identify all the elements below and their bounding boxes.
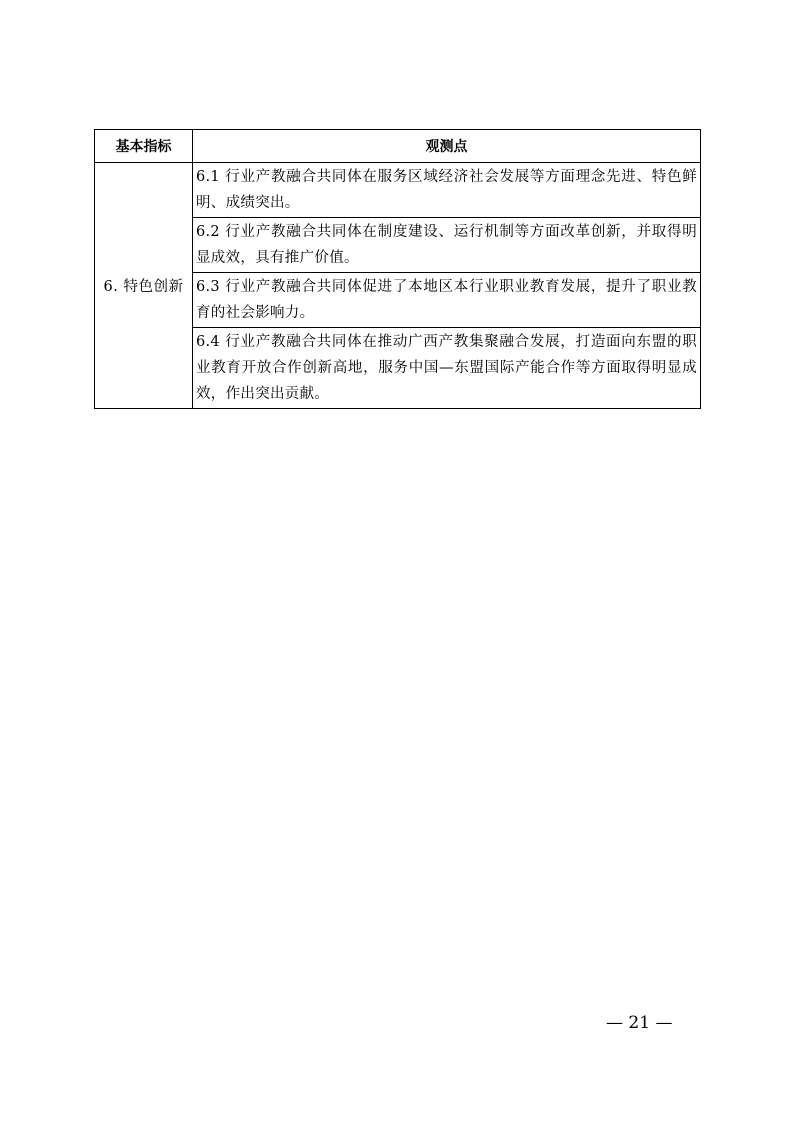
table-row [95, 163, 701, 218]
header-basic-indicator: 基本指标 [95, 130, 193, 163]
header-observation-points: 观测点 [193, 130, 701, 163]
page-number: — 21 — [606, 1013, 673, 1033]
observation-point-6-1: 6.1 行业产教融合共同体在服务区域经济社会发展等方面理念先进、特色鲜明、成绩突出。 [193, 163, 701, 218]
table-header-row [95, 130, 701, 163]
observation-point-6-4: 6.4 行业产教融合共同体在推动广西产教集聚融合发展，打造面向东盟的职业教育开放合作创新高地，服务中国—东盟国际产能合作等方面取得明显成效，作出突出贡献。 [193, 328, 701, 409]
indicator-table [94, 129, 701, 409]
indicator-feature-innovation: 6. 特色创新 [95, 163, 193, 409]
observation-point-6-3: 6.3 行业产教融合共同体促进了本地区本行业职业教育发展，提升了职业教育的社会影响力。 [193, 273, 701, 328]
observation-point-6-2: 6.2 行业产教融合共同体在制度建设、运行机制等方面改革创新，并取得明显成效，具有推广价值。 [193, 218, 701, 273]
